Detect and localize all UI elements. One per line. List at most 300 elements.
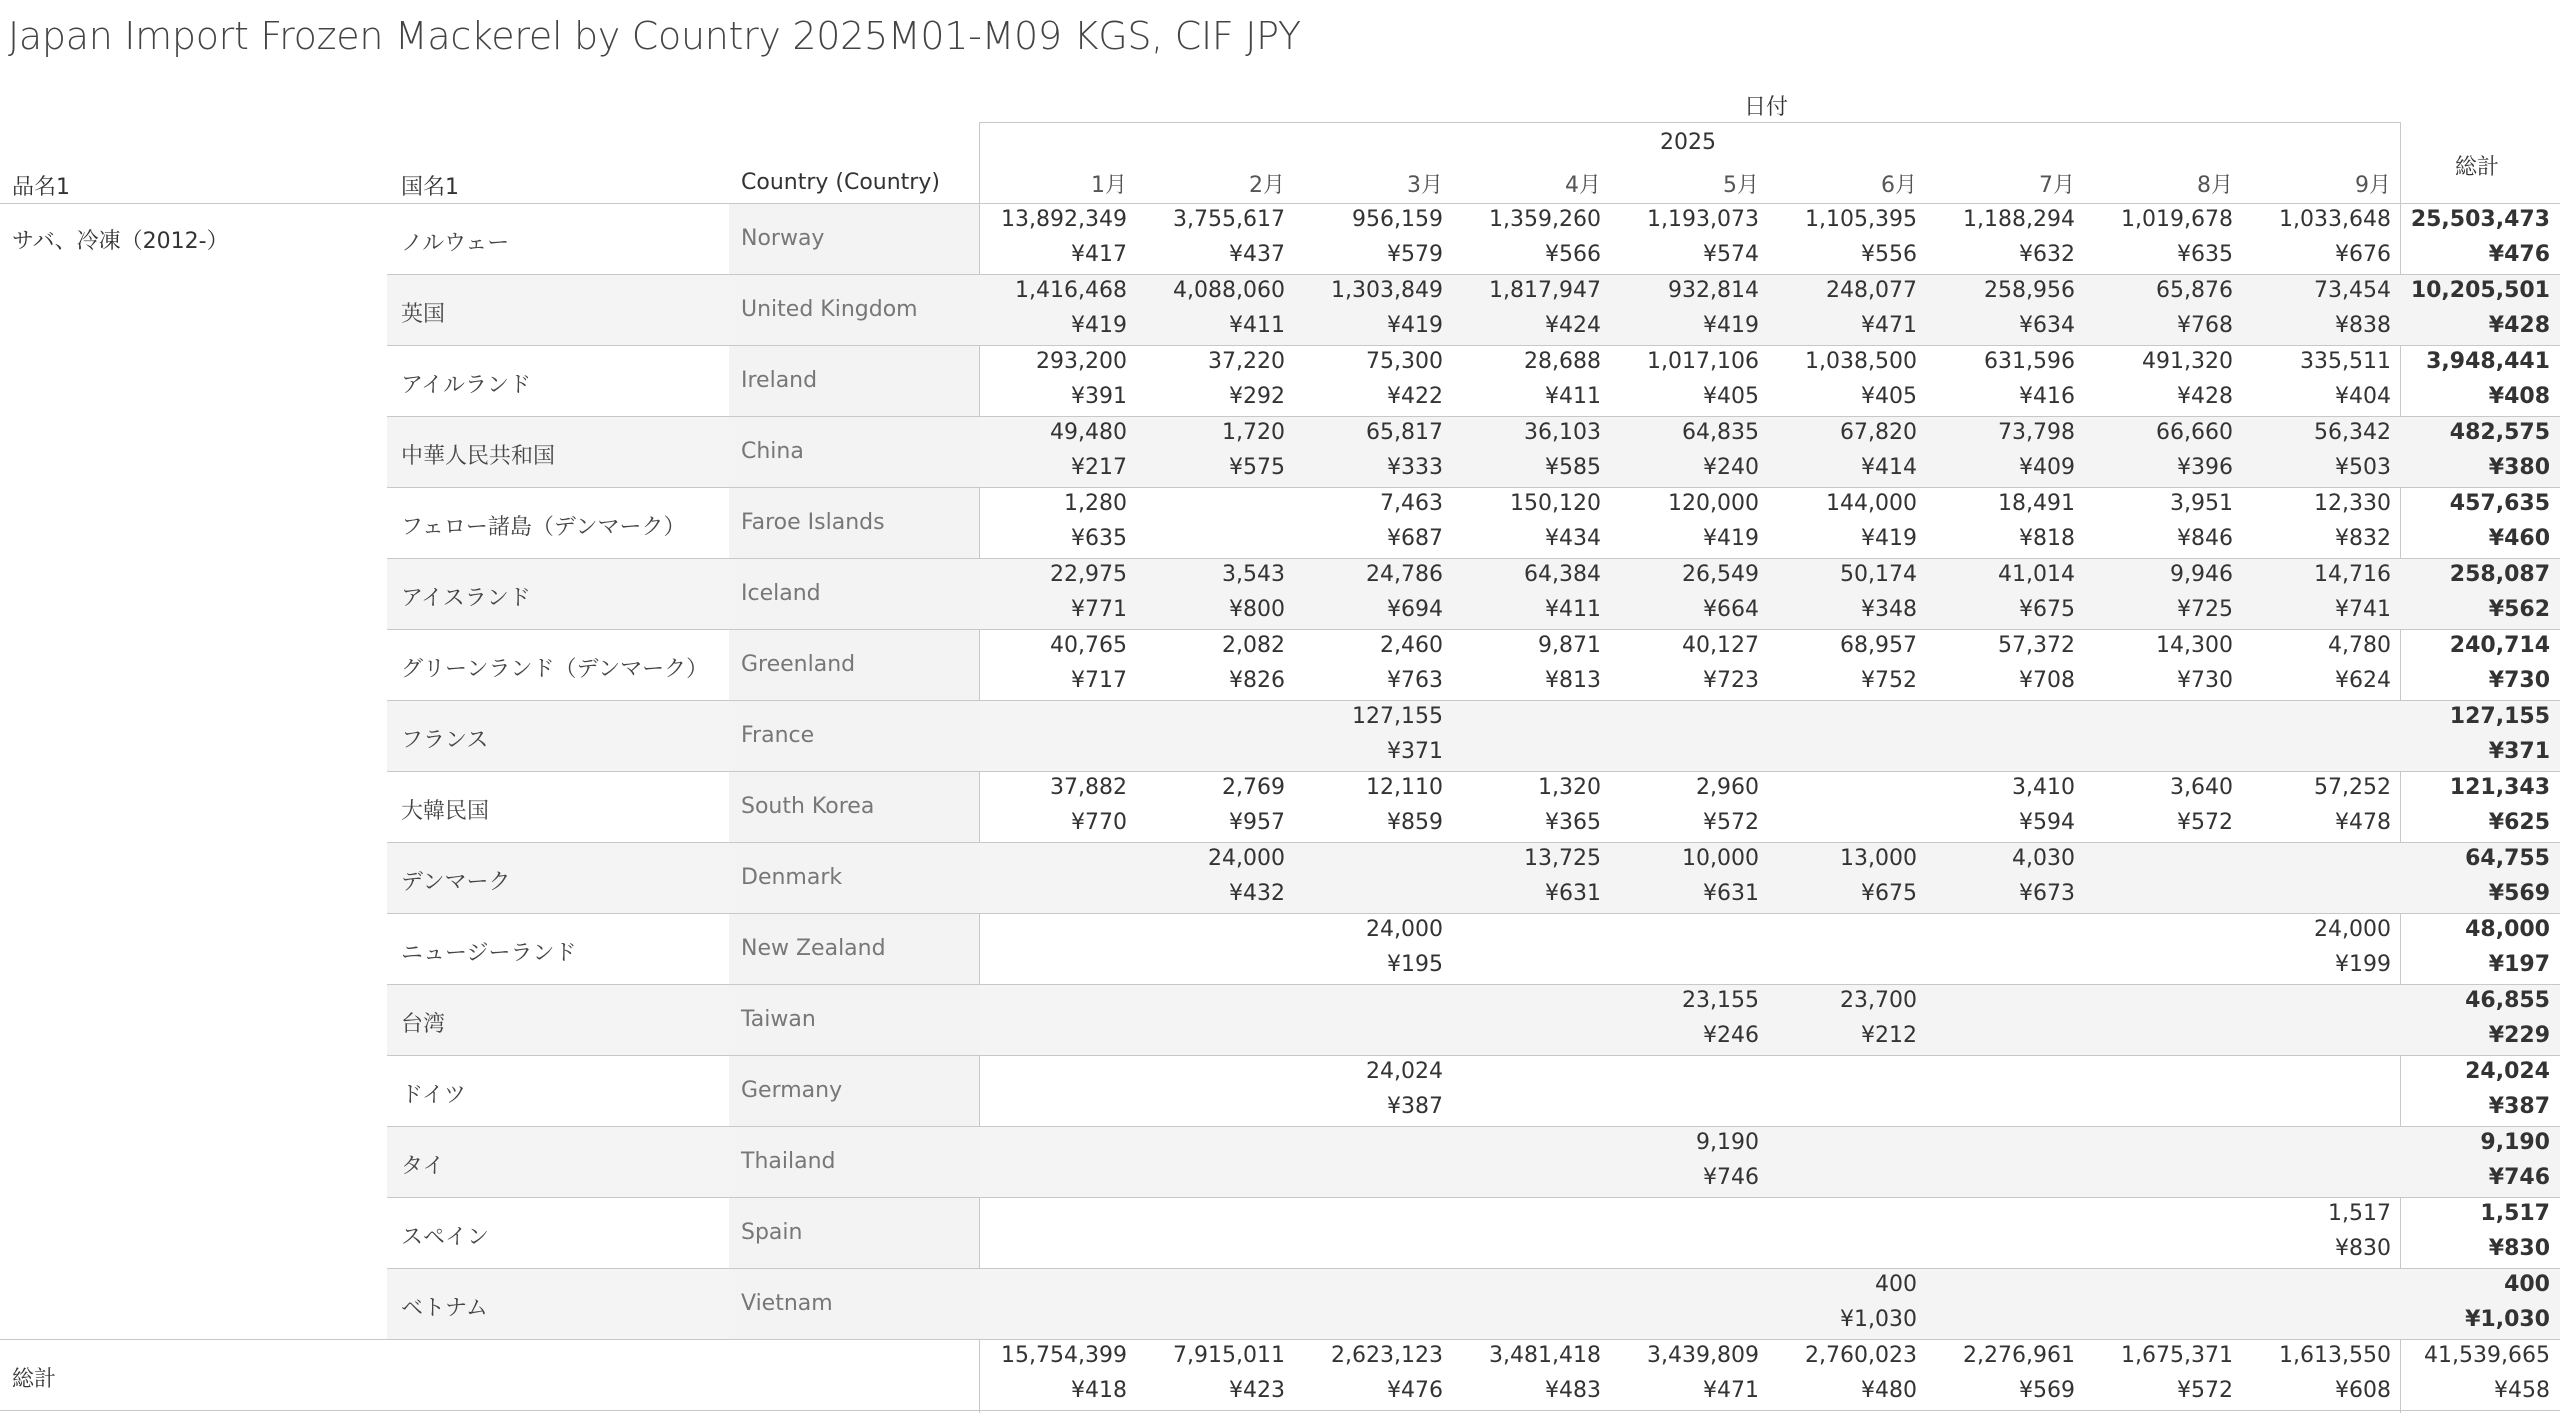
month-cell-3[interactable] — [1289, 985, 1443, 1056]
kg-value: 482,575 — [2449, 420, 2550, 445]
month-cell-3[interactable] — [1289, 346, 1443, 417]
month-cell-4[interactable] — [1447, 204, 1601, 275]
month-cell-8[interactable] — [2079, 772, 2233, 843]
kg-value: 1,517 — [2480, 1201, 2550, 1226]
month-cell-6[interactable] — [1763, 630, 1917, 701]
month-cell-7[interactable] — [1921, 417, 2075, 488]
month-cell-9[interactable] — [2237, 1127, 2391, 1198]
country-en-name: Thailand — [741, 1149, 836, 1174]
cif-price-value: ¥380 — [2488, 455, 2550, 480]
country-jp-name: ノルウェー — [401, 231, 510, 256]
month-cell-4[interactable] — [1447, 1269, 1601, 1340]
month-cell-8[interactable] — [2079, 701, 2233, 772]
month-cell-9[interactable] — [2237, 843, 2391, 914]
month-cell-3[interactable] — [1289, 630, 1443, 701]
month-cell-5[interactable] — [1605, 1127, 1759, 1198]
kg-value: 2,460 — [1380, 633, 1443, 658]
row-total-cell[interactable] — [2396, 914, 2550, 985]
month-cell-2[interactable] — [1131, 772, 1285, 843]
month-cell-4[interactable] — [1447, 559, 1601, 630]
cif-price-value: ¥813 — [1545, 668, 1601, 693]
month-cell-6[interactable] — [1763, 204, 1917, 275]
month-cell-5[interactable] — [1605, 204, 1759, 275]
month-cell-1[interactable] — [973, 843, 1127, 914]
row-total-cell[interactable] — [2396, 1198, 2550, 1269]
grand-total-month-8[interactable] — [2079, 1340, 2233, 1411]
cif-price-value: ¥371 — [1387, 739, 1443, 764]
kg-value: 64,384 — [1524, 562, 1601, 587]
cif-price-value: ¥424 — [1545, 313, 1601, 338]
month-cell-1[interactable] — [973, 630, 1127, 701]
month-cell-4[interactable] — [1447, 914, 1601, 985]
kg-value: 956,159 — [1352, 207, 1443, 232]
kg-value: 3,755,617 — [1173, 207, 1285, 232]
month-cell-7[interactable] — [1921, 843, 2075, 914]
cif-price-value: ¥569 — [2019, 1378, 2075, 1403]
kg-value: 46,855 — [2465, 988, 2550, 1013]
month-cell-2[interactable] — [1131, 488, 1285, 559]
kg-value: 3,439,809 — [1647, 1343, 1759, 1368]
month-cell-9[interactable] — [2237, 701, 2391, 772]
month-cell-6[interactable] — [1763, 1269, 1917, 1340]
month-cell-7[interactable] — [1921, 488, 2075, 559]
table-row[interactable] — [387, 417, 2560, 488]
cif-price-value: ¥579 — [1387, 242, 1443, 267]
grand-total-month-7[interactable] — [1921, 1340, 2075, 1411]
table-row[interactable] — [387, 772, 2560, 843]
kg-value: 120,000 — [1668, 491, 1759, 516]
month-cell-8[interactable] — [2079, 1056, 2233, 1127]
month-cell-7[interactable] — [1921, 204, 2075, 275]
month-header-9[interactable]: 9月 — [2355, 173, 2391, 198]
kg-value: 3,543 — [1222, 562, 1285, 587]
kg-value: 15,754,399 — [1001, 1343, 1127, 1368]
month-header-4[interactable]: 4月 — [1565, 173, 1601, 198]
grand-total-month-3[interactable] — [1289, 1340, 1443, 1411]
kg-value: 25,503,473 — [2410, 207, 2550, 232]
kg-value: 41,539,665 — [2424, 1343, 2550, 1368]
month-cell-1[interactable] — [973, 1127, 1127, 1198]
table-row[interactable] — [387, 346, 2560, 417]
kg-value: 40,127 — [1682, 633, 1759, 658]
month-cell-4[interactable] — [1447, 1127, 1601, 1198]
country-en-name: Ireland — [741, 368, 818, 393]
month-cell-5[interactable] — [1605, 843, 1759, 914]
country-en-name: France — [741, 723, 815, 748]
month-cell-1[interactable] — [973, 417, 1127, 488]
month-header-5[interactable]: 5月 — [1723, 173, 1759, 198]
cif-price-value: ¥687 — [1387, 526, 1443, 551]
kg-value: 400 — [1875, 1272, 1917, 1297]
month-cell-8[interactable] — [2079, 630, 2233, 701]
month-header-1[interactable]: 1月 — [1091, 173, 1127, 198]
month-cell-7[interactable] — [1921, 1056, 2075, 1127]
month-cell-3[interactable] — [1289, 488, 1443, 559]
table-row[interactable] — [387, 914, 2560, 985]
month-cell-2[interactable] — [1131, 1056, 1285, 1127]
month-cell-3[interactable] — [1289, 1056, 1443, 1127]
month-cell-8[interactable] — [2079, 204, 2233, 275]
month-header-8[interactable]: 8月 — [2197, 173, 2233, 198]
month-cell-2[interactable] — [1131, 985, 1285, 1056]
month-cell-3[interactable] — [1289, 559, 1443, 630]
grand-total-column-header[interactable]: 総計 — [2455, 155, 2500, 180]
cif-price-value: ¥741 — [2335, 597, 2391, 622]
month-cell-6[interactable] — [1763, 1056, 1917, 1127]
month-cell-9[interactable] — [2237, 204, 2391, 275]
month-cell-4[interactable] — [1447, 275, 1601, 346]
country-en-name: Vietnam — [741, 1291, 833, 1316]
month-cell-9[interactable] — [2237, 346, 2391, 417]
month-cell-4[interactable] — [1447, 772, 1601, 843]
kg-value: 2,276,961 — [1963, 1343, 2075, 1368]
cif-price-value: ¥746 — [2488, 1165, 2550, 1190]
table-row[interactable] — [387, 985, 2560, 1056]
kg-value: 66,660 — [2156, 420, 2233, 445]
month-cell-6[interactable] — [1763, 346, 1917, 417]
month-cell-8[interactable] — [2079, 1198, 2233, 1269]
month-cell-8[interactable] — [2079, 985, 2233, 1056]
kg-value: 144,000 — [1826, 491, 1917, 516]
month-cell-7[interactable] — [1921, 914, 2075, 985]
month-cell-8[interactable] — [2079, 843, 2233, 914]
month-cell-2[interactable] — [1131, 1127, 1285, 1198]
kg-value: 68,957 — [1840, 633, 1917, 658]
cif-price-value: ¥476 — [2488, 242, 2550, 267]
table-row[interactable] — [387, 1056, 2560, 1127]
month-cell-6[interactable] — [1763, 1198, 1917, 1269]
month-cell-5[interactable] — [1605, 346, 1759, 417]
month-cell-3[interactable] — [1289, 1269, 1443, 1340]
kg-value: 240,714 — [2449, 633, 2550, 658]
month-cell-7[interactable] — [1921, 1198, 2075, 1269]
row-total-cell[interactable] — [2396, 772, 2550, 843]
month-cell-1[interactable] — [973, 701, 1127, 772]
cif-price-value: ¥768 — [2177, 313, 2233, 338]
cif-price-value: ¥423 — [1229, 1378, 1285, 1403]
row-total-cell[interactable] — [2396, 843, 2550, 914]
month-cell-9[interactable] — [2237, 559, 2391, 630]
cif-price-value: ¥723 — [1703, 668, 1759, 693]
cif-price-value: ¥428 — [2177, 384, 2233, 409]
month-cell-7[interactable] — [1921, 701, 2075, 772]
kg-value: 1,320 — [1538, 775, 1601, 800]
month-cell-5[interactable] — [1605, 1056, 1759, 1127]
month-cell-6[interactable] — [1763, 488, 1917, 559]
kg-value: 10,000 — [1682, 846, 1759, 871]
grand-total-month-1[interactable] — [973, 1340, 1127, 1411]
row-total-cell[interactable] — [2396, 985, 2550, 1056]
month-cell-4[interactable] — [1447, 843, 1601, 914]
cif-price-value: ¥419 — [1861, 526, 1917, 551]
kg-value: 3,481,418 — [1489, 1343, 1601, 1368]
month-cell-1[interactable] — [973, 985, 1127, 1056]
month-cell-6[interactable] — [1763, 914, 1917, 985]
month-cell-4[interactable] — [1447, 985, 1601, 1056]
kg-value: 18,491 — [1998, 491, 2075, 516]
month-cell-8[interactable] — [2079, 1269, 2233, 1340]
kg-value: 2,769 — [1222, 775, 1285, 800]
month-cell-7[interactable] — [1921, 630, 2075, 701]
table-row[interactable] — [387, 204, 2560, 275]
month-cell-1[interactable] — [973, 204, 1127, 275]
country-en-name: Iceland — [741, 581, 821, 606]
month-cell-2[interactable] — [1131, 417, 1285, 488]
month-cell-4[interactable] — [1447, 701, 1601, 772]
month-cell-6[interactable] — [1763, 701, 1917, 772]
grand-total-month-6[interactable] — [1763, 1340, 1917, 1411]
kg-value: 1,105,395 — [1805, 207, 1917, 232]
kg-value: 1,517 — [2328, 1201, 2391, 1226]
month-cell-9[interactable] — [2237, 772, 2391, 843]
row-total-cell[interactable] — [2396, 346, 2550, 417]
table-row[interactable] — [387, 843, 2560, 914]
kg-value: 1,613,550 — [2279, 1343, 2391, 1368]
table-bottom-border — [0, 1410, 2560, 1411]
row-total-cell[interactable] — [2396, 1269, 2550, 1340]
table-row[interactable] — [387, 559, 2560, 630]
month-cell-8[interactable] — [2079, 914, 2233, 985]
row-total-cell[interactable] — [2396, 275, 2550, 346]
month-cell-7[interactable] — [1921, 1269, 2075, 1340]
country-en-name: United Kingdom — [741, 297, 918, 322]
month-cell-5[interactable] — [1605, 701, 1759, 772]
cif-price-value: ¥625 — [2488, 810, 2550, 835]
table-row[interactable] — [387, 1269, 2560, 1340]
country-en-name: New Zealand — [741, 936, 886, 961]
month-cell-7[interactable] — [1921, 275, 2075, 346]
kg-value: 1,188,294 — [1963, 207, 2075, 232]
cif-price-value: ¥478 — [2335, 810, 2391, 835]
kg-value: 24,000 — [1366, 917, 1443, 942]
kg-value: 400 — [2504, 1272, 2550, 1297]
grand-total-month-2[interactable] — [1131, 1340, 1285, 1411]
month-cell-4[interactable] — [1447, 488, 1601, 559]
month-cell-7[interactable] — [1921, 1127, 2075, 1198]
month-cell-1[interactable] — [973, 1198, 1127, 1269]
country-jp-name: 大韓民国 — [401, 799, 490, 824]
month-cell-2[interactable] — [1131, 914, 1285, 985]
month-cell-4[interactable] — [1447, 630, 1601, 701]
kg-value: 258,087 — [2449, 562, 2550, 587]
cif-price-value: ¥556 — [1861, 242, 1917, 267]
month-cell-2[interactable] — [1131, 843, 1285, 914]
month-cell-4[interactable] — [1447, 346, 1601, 417]
month-cell-5[interactable] — [1605, 985, 1759, 1056]
kg-value: 1,817,947 — [1489, 278, 1601, 303]
cif-price-value: ¥391 — [1071, 384, 1127, 409]
month-cell-3[interactable] — [1289, 204, 1443, 275]
kg-value: 2,082 — [1222, 633, 1285, 658]
row-total-cell[interactable] — [2396, 204, 2550, 275]
month-cell-2[interactable] — [1131, 559, 1285, 630]
cif-price-value: ¥460 — [2488, 526, 2550, 551]
item-column-header[interactable]: 品名1 — [12, 175, 70, 200]
country-en-column-header[interactable]: Country (Country) — [741, 170, 940, 195]
month-cell-7[interactable] — [1921, 559, 2075, 630]
month-cell-6[interactable] — [1763, 843, 1917, 914]
month-cell-5[interactable] — [1605, 914, 1759, 985]
month-cell-1[interactable] — [973, 275, 1127, 346]
month-cell-1[interactable] — [973, 488, 1127, 559]
kg-value: 2,960 — [1696, 775, 1759, 800]
month-cell-1[interactable] — [973, 1269, 1127, 1340]
cif-price-value: ¥333 — [1387, 455, 1443, 480]
row-total-cell[interactable] — [2396, 488, 2550, 559]
month-cell-4[interactable] — [1447, 1198, 1601, 1269]
table-row[interactable] — [387, 1198, 2560, 1269]
month-cell-9[interactable] — [2237, 275, 2391, 346]
cif-price-value: ¥240 — [1703, 455, 1759, 480]
month-cell-3[interactable] — [1289, 914, 1443, 985]
month-cell-4[interactable] — [1447, 417, 1601, 488]
cif-price-value: ¥419 — [1071, 313, 1127, 338]
cif-price-value: ¥416 — [2019, 384, 2075, 409]
country-en-name: Greenland — [741, 652, 856, 677]
month-cell-3[interactable] — [1289, 772, 1443, 843]
cif-price-value: ¥572 — [2177, 810, 2233, 835]
cif-price-value: ¥818 — [2019, 526, 2075, 551]
cif-price-value: ¥730 — [2488, 668, 2550, 693]
table-row[interactable] — [387, 488, 2560, 559]
month-cell-9[interactable] — [2237, 985, 2391, 1056]
kg-value: 1,720 — [1222, 420, 1285, 445]
country-en-name: Faroe Islands — [741, 510, 885, 535]
month-cell-6[interactable] — [1763, 559, 1917, 630]
country-jp-column-header[interactable]: 国名1 — [401, 175, 459, 200]
month-cell-5[interactable] — [1605, 488, 1759, 559]
month-cell-8[interactable] — [2079, 559, 2233, 630]
month-cell-6[interactable] — [1763, 1127, 1917, 1198]
cif-price-value: ¥569 — [2488, 881, 2550, 906]
month-cell-8[interactable] — [2079, 346, 2233, 417]
cif-price-value: ¥1,030 — [1840, 1307, 1917, 1332]
row-total-cell[interactable] — [2396, 1056, 2550, 1127]
month-cell-7[interactable] — [1921, 772, 2075, 843]
kg-value: 3,410 — [2012, 775, 2075, 800]
kg-value: 7,915,011 — [1173, 1343, 1285, 1368]
kg-value: 1,416,468 — [1015, 278, 1127, 303]
month-cell-5[interactable] — [1605, 630, 1759, 701]
kg-value: 12,330 — [2314, 491, 2391, 516]
grand-total-month-4[interactable] — [1447, 1340, 1601, 1411]
kg-value: 4,030 — [2012, 846, 2075, 871]
month-cell-8[interactable] — [2079, 1127, 2233, 1198]
month-cell-3[interactable] — [1289, 1198, 1443, 1269]
kg-value: 7,463 — [1380, 491, 1443, 516]
cif-price-value: ¥405 — [1703, 384, 1759, 409]
month-cell-5[interactable] — [1605, 275, 1759, 346]
month-cell-9[interactable] — [2237, 914, 2391, 985]
country-jp-name: タイ — [401, 1154, 445, 1179]
row-total-cell[interactable] — [2396, 630, 2550, 701]
cif-price-value: ¥419 — [1387, 313, 1443, 338]
kg-value: 3,640 — [2170, 775, 2233, 800]
month-cell-2[interactable] — [1131, 701, 1285, 772]
grand-total-overall-cell[interactable] — [2396, 1340, 2550, 1411]
table-row[interactable] — [387, 701, 2560, 772]
month-cell-3[interactable] — [1289, 417, 1443, 488]
cif-price-value: ¥632 — [2019, 242, 2075, 267]
month-cell-5[interactable] — [1605, 772, 1759, 843]
table-row[interactable] — [387, 630, 2560, 701]
grand-total-month-5[interactable] — [1605, 1340, 1759, 1411]
month-cell-4[interactable] — [1447, 1056, 1601, 1127]
month-cell-6[interactable] — [1763, 772, 1917, 843]
month-cell-2[interactable] — [1131, 275, 1285, 346]
cif-price-value: ¥405 — [1861, 384, 1917, 409]
month-cell-8[interactable] — [2079, 417, 2233, 488]
row-total-cell[interactable] — [2396, 1127, 2550, 1198]
month-header-7[interactable]: 7月 — [2039, 173, 2075, 198]
table-row[interactable] — [387, 275, 2560, 346]
kg-value: 13,892,349 — [1001, 207, 1127, 232]
month-cell-1[interactable] — [973, 914, 1127, 985]
month-cell-2[interactable] — [1131, 1198, 1285, 1269]
month-cell-1[interactable] — [973, 559, 1127, 630]
month-header-3[interactable]: 3月 — [1407, 173, 1443, 198]
month-cell-7[interactable] — [1921, 346, 2075, 417]
month-cell-8[interactable] — [2079, 488, 2233, 559]
month-cell-6[interactable] — [1763, 417, 1917, 488]
month-cell-8[interactable] — [2079, 275, 2233, 346]
month-cell-9[interactable] — [2237, 1198, 2391, 1269]
month-header-6[interactable]: 6月 — [1881, 173, 1917, 198]
month-cell-5[interactable] — [1605, 1198, 1759, 1269]
month-cell-2[interactable] — [1131, 630, 1285, 701]
month-cell-9[interactable] — [2237, 417, 2391, 488]
country-jp-name: 台湾 — [401, 1012, 446, 1037]
kg-value: 293,200 — [1036, 349, 1127, 374]
cif-price-value: ¥675 — [1861, 881, 1917, 906]
month-cell-3[interactable] — [1289, 843, 1443, 914]
month-cell-3[interactable] — [1289, 701, 1443, 772]
cif-price-value: ¥635 — [2177, 242, 2233, 267]
month-cell-5[interactable] — [1605, 559, 1759, 630]
month-cell-2[interactable] — [1131, 346, 1285, 417]
month-cell-1[interactable] — [973, 772, 1127, 843]
country-jp-name: デンマーク — [401, 870, 511, 895]
month-cell-9[interactable] — [2237, 488, 2391, 559]
month-cell-2[interactable] — [1131, 204, 1285, 275]
kg-value: 64,755 — [2465, 846, 2550, 871]
grand-total-month-9[interactable] — [2237, 1340, 2391, 1411]
month-cell-6[interactable] — [1763, 985, 1917, 1056]
month-cell-5[interactable] — [1605, 1269, 1759, 1340]
month-cell-3[interactable] — [1289, 275, 1443, 346]
month-cell-1[interactable] — [973, 1056, 1127, 1127]
cif-price-value: ¥480 — [1861, 1378, 1917, 1403]
month-header-2[interactable]: 2月 — [1249, 173, 1285, 198]
table-row[interactable] — [387, 1127, 2560, 1198]
month-cell-9[interactable] — [2237, 1056, 2391, 1127]
row-total-cell[interactable] — [2396, 559, 2550, 630]
cif-price-value: ¥471 — [1861, 313, 1917, 338]
month-cell-6[interactable] — [1763, 275, 1917, 346]
month-cell-3[interactable] — [1289, 1127, 1443, 1198]
cif-price-value: ¥634 — [2019, 313, 2075, 338]
month-cell-2[interactable] — [1131, 1269, 1285, 1340]
month-cell-5[interactable] — [1605, 417, 1759, 488]
month-cell-9[interactable] — [2237, 630, 2391, 701]
cif-price-value: ¥458 — [2494, 1378, 2550, 1403]
month-cell-7[interactable] — [1921, 985, 2075, 1056]
row-total-cell[interactable] — [2396, 701, 2550, 772]
month-cell-9[interactable] — [2237, 1269, 2391, 1340]
row-total-cell[interactable] — [2396, 417, 2550, 488]
cif-price-value: ¥746 — [1703, 1165, 1759, 1190]
month-cell-1[interactable] — [973, 346, 1127, 417]
